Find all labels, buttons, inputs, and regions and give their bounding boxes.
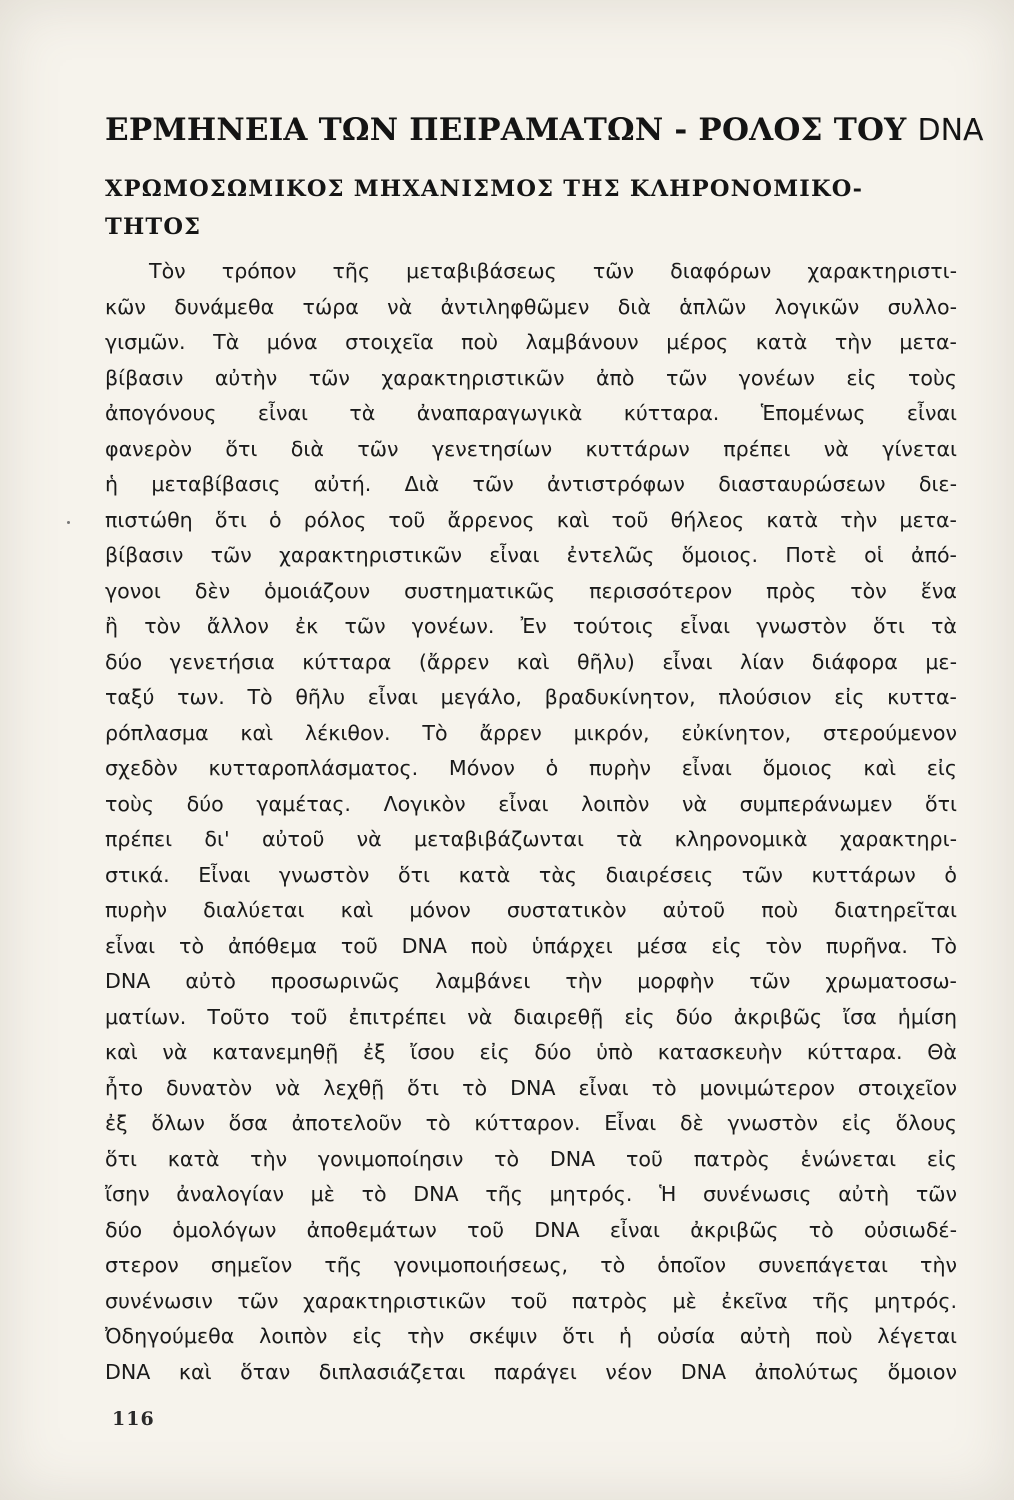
body-line: DNA καὶ ὅταν διπλασιάζεται παράγει νέον DNA ἀπολύτως ὅμοιον: [105, 1359, 957, 1384]
body-line: τοὺς δύο γαμέτας. Λογικὸν εἶναι λοιπὸν νὰ συμπεράνωμεν ὅτι: [105, 791, 957, 816]
body-line: ταξύ των. Τὸ θῆλυ εἶναι μεγάλο, βραδυκίνητον, πλούσιον εἰς κυττα-: [105, 685, 957, 709]
subheading-line-2: ΤΗΤΟΣ: [105, 214, 202, 240]
body-line: ρόπλασμα καὶ λέκιθον. Τὸ ἄρρεν μικρόν, εὐκίνητον, στερούμενον: [105, 720, 957, 745]
body-line: κῶν δυνάμεθα τώρα νὰ ἀντιληφθῶμεν διὰ ἁπλῶν λογικῶν συλλο-: [105, 294, 957, 319]
body-line: Τὸν τρόπον τῆς μεταβιβάσεως τῶν διαφόρων χαρακτηριστι-: [149, 259, 957, 283]
body-line: στικά. Εἶναι γνωστὸν ὅτι κατὰ τὰς διαιρέσεις τῶν κυττάρων ὁ: [105, 862, 957, 887]
body-line: ἦτο δυνατὸν νὰ λεχθῇ ὅτι τὸ DNA εἶναι τὸ μονιμώτερον στοιχεῖον: [105, 1075, 957, 1100]
page-number: 116: [112, 1408, 155, 1430]
chapter-heading-main: ΕΡΜΗΝΕΙΑ ΤΩΝ ΠΕΙΡΑΜΑΤΩΝ - ΡΟΛΟΣ ΤΟΥ: [105, 112, 907, 148]
body-line: καὶ νὰ κατανεμηθῇ ἐξ ἴσου εἰς δύο ὑπὸ κατασκευὴν κύτταρα. Θὰ: [105, 1040, 957, 1064]
body-line: Ὀδηγούμεθα λοιπὸν εἰς τὴν σκέψιν ὅτι ἡ οὐσία αὐτὴ ποὺ λέγεται: [105, 1324, 957, 1348]
body-line: γισμῶν. Τὰ μόνα στοιχεῖα ποὺ λαμβάνουν μέρος κατὰ τὴν μετα-: [105, 330, 957, 354]
subheading-line-1: ΧΡΩΜΟΣΩΜΙΚΟΣ ΜΗΧΑΝΙΣΜΟΣ ΤΗΣ ΚΛΗΡΟΝΟΜΙΚΟ-: [105, 176, 864, 202]
body-line: δύο γενετήσια κύτταρα (ἄρρεν καὶ θῆλυ) εἶναι λίαν διάφορα με-: [105, 649, 957, 674]
body-line: βίβασιν αὐτὴν τῶν χαρακτηριστικῶν ἀπὸ τῶν γονέων εἰς τοὺς: [105, 365, 957, 390]
body-line: ὅτι κατὰ τὴν γονιμοποίησιν τὸ DNA τοῦ πατρὸς ἑνώνεται εἰς: [105, 1146, 957, 1171]
chapter-heading: [105, 112, 984, 148]
body-line: σχεδὸν κυτταροπλάσματος. Μόνον ὁ πυρὴν εἶναι ὅμοιος καὶ εἰς: [105, 756, 957, 780]
margin-mark: [67, 521, 70, 524]
body-line: ἴσην ἀναλογίαν μὲ τὸ DNA τῆς μητρός. Ἡ συνένωσις αὐτὴ τῶν: [105, 1182, 957, 1206]
body-line: συνένωσιν τῶν χαρακτηριστικῶν τοῦ πατρὸς μὲ ἐκεῖνα τῆς μητρός.: [105, 1288, 957, 1313]
body-line: DNA αὐτὸ προσωρινῶς λαμβάνει τὴν μορφὴν τῶν χρωματοσω-: [105, 969, 957, 993]
body-line: στερον σημεῖον τῆς γονιμοποιήσεως, τὸ ὁποῖον συνεπάγεται τὴν: [105, 1253, 957, 1277]
body-line: πυρὴν διαλύεται καὶ μόνον συστατικὸν αὐτοῦ ποὺ διατηρεῖται: [105, 898, 957, 922]
body-line: ἐξ ὅλων ὅσα ἀποτελοῦν τὸ κύτταρον. Εἶναι δὲ γνωστὸν εἰς ὅλους: [105, 1111, 957, 1135]
body-line: ματίων. Τοῦτο τοῦ ἐπιτρέπει νὰ διαιρεθῇ εἰς δύο ἀκριβῶς ἴσα ἡμίση: [105, 1004, 957, 1029]
chapter-heading-dna: DNA: [917, 113, 984, 148]
body-line: πιστώθη ὅτι ὁ ρόλος τοῦ ἄρρενος καὶ τοῦ θήλεος κατὰ τὴν μετα-: [105, 507, 957, 532]
body-line: ἀπογόνους εἶναι τὰ ἀναπαραγωγικὰ κύτταρα. Ἑπομένως εἶναι: [105, 401, 957, 425]
body-line: γονοι δὲν ὁμοιάζουν συστηματικῶς περισσότερον πρὸς τὸν ἕνα: [105, 578, 957, 603]
body-line: ἢ τὸν ἄλλον ἐκ τῶν γονέων. Ἐν τούτοις εἶναι γνωστὸν ὅτι τὰ: [105, 614, 957, 638]
body-line: ἡ μεταβίβασις αὐτή. Διὰ τῶν ἀντιστρόφων διασταυρώσεων διε-: [105, 472, 957, 496]
body-line: εἶναι τὸ ἀπόθεμα τοῦ DNA ποὺ ὑπάρχει μέσα εἰς τὸν πυρῆνα. Τὸ: [105, 933, 957, 958]
body-line: πρέπει δι' αὐτοῦ νὰ μεταβιβάζωνται τὰ κληρονομικὰ χαρακτηρι-: [105, 827, 957, 851]
body-line: φανερὸν ὅτι διὰ τῶν γενετησίων κυττάρων πρέπει νὰ γίνεται: [105, 436, 957, 461]
body-line: δύο ὁμολόγων ἀποθεμάτων τοῦ DNA εἶναι ἀκριβῶς τὸ οὐσιωδέ-: [105, 1217, 957, 1242]
body-line: βίβασιν τῶν χαρακτηριστικῶν εἶναι ἐντελῶς ὅμοιος. Ποτὲ οἱ ἀπό-: [105, 543, 957, 567]
body-paragraph: [105, 254, 957, 1390]
section-subheading: [105, 170, 955, 246]
